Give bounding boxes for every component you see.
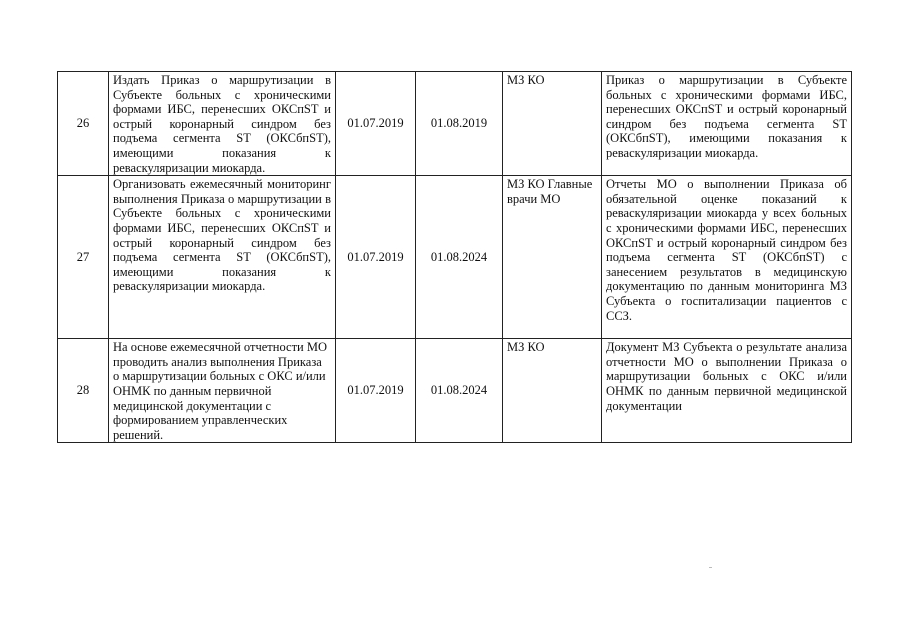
row-number: 26 xyxy=(58,72,109,176)
action-plan-table xyxy=(57,71,852,443)
result-cell: Приказ о маршрутизации в Субъекте больных с хроническими формами ИБС, перенесших ОКСпST и острый коронарный синдром без подъема сегмента ST (ОКСбпST), имеющими показания к реваскуляризации миокарда. xyxy=(602,72,852,176)
table-row xyxy=(58,72,852,176)
action-cell: На основе ежемесячной отчетности МО проводить анализ выполнения Приказа о маршрутизации больных с ОКС и/или ОНМК по данным первичной медицинской документации с формированием управленческих решений. xyxy=(109,339,336,443)
table-row xyxy=(58,339,852,443)
end-date-cell: 01.08.2019 xyxy=(416,72,503,176)
action-cell: Издать Приказ о маршрутизации в Субъекте больных с хроническими формами ИБС, перенесших ОКСпST и острый коронарный синдром без подъема сегмента ST (ОКСбпST), имеющими показания к реваскуляризации миокарда. xyxy=(109,72,336,176)
row-number: 27 xyxy=(58,176,109,339)
result-cell: Отчеты МО о выполнении Приказа об обязательной оценке показаний к реваскуляризации миокарда у всех больных с хроническими формами ИБС, перенесших ОКСпST и острый коронарный синдром без подъема сегмента ST (ОКСбпST) с занесением результатов в медицинскую документацию по данным мониторинга МЗ Субъекта о госпитализации пациентов с ССЗ. xyxy=(602,176,852,339)
executor-cell: МЗ КО xyxy=(503,339,602,443)
row-number: 28 xyxy=(58,339,109,443)
executor-cell: МЗ КО xyxy=(503,72,602,176)
start-date-cell: 01.07.2019 xyxy=(336,176,416,339)
table-row xyxy=(58,176,852,339)
end-date-cell: 01.08.2024 xyxy=(416,339,503,443)
result-cell: Документ МЗ Субъекта о результате анализа отчетности МО о выполнении Приказа о маршрутизации больных с ОКС и/или ОНМК по данным первичной медицинской документации xyxy=(602,339,852,443)
start-date-cell: 01.07.2019 xyxy=(336,339,416,443)
scan-speck xyxy=(709,567,712,568)
action-cell: Организовать ежемесячный мониторинг выполнения Приказа о маршрутизации в Субъекте больных с хроническими формами ИБС, перенесших ОКСпST и острый коронарный синдром без подъема сегмента ST (ОКСбпST), имеющими показания к реваскуляризации миокарда. xyxy=(109,176,336,339)
end-date-cell: 01.08.2024 xyxy=(416,176,503,339)
executor-cell: МЗ КО Главные врачи МО xyxy=(503,176,602,339)
start-date-cell: 01.07.2019 xyxy=(336,72,416,176)
